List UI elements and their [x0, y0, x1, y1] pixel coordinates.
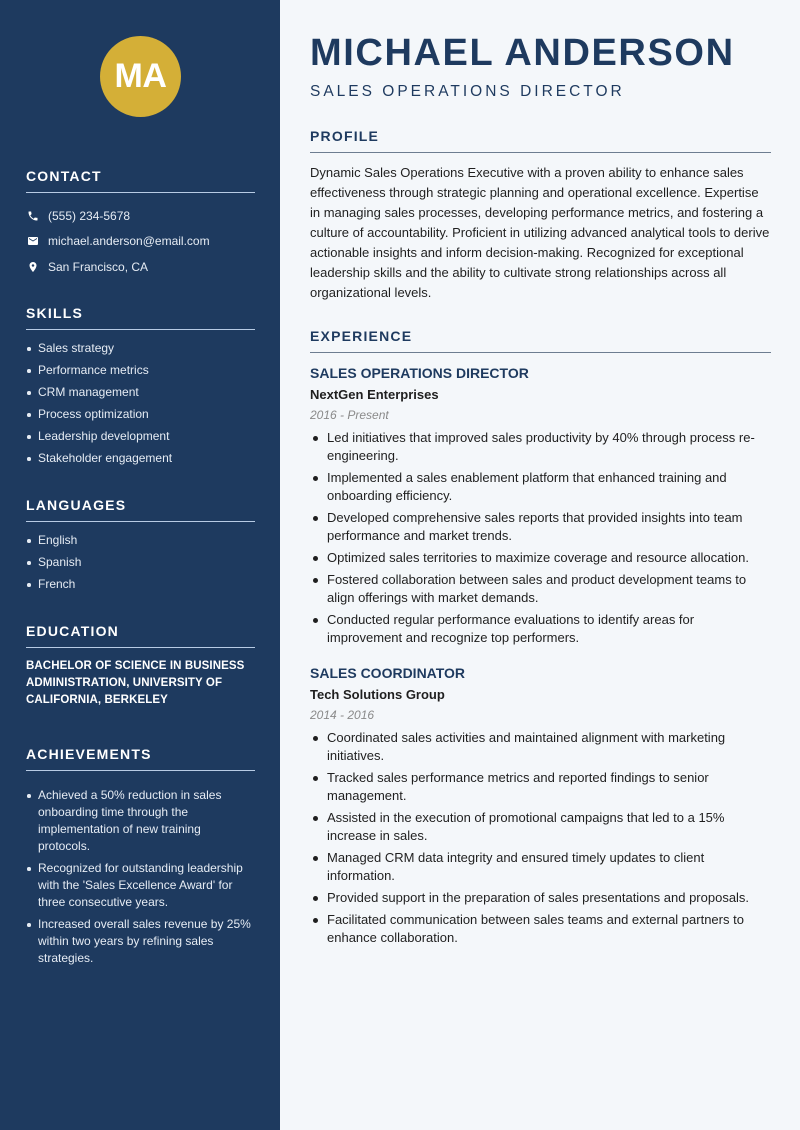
profile-heading: PROFILE	[310, 128, 771, 153]
mail-icon	[26, 234, 40, 248]
job-bullets	[310, 429, 771, 647]
skill-item: Sales strategy	[26, 340, 255, 357]
contact-phone	[26, 203, 255, 229]
job-bullet: Assisted in the execution of promotional campaigns that led to a 15% increase in sales.	[310, 809, 771, 845]
job-bullet: Fostered collaboration between sales and product development teams to align offerings with market demands.	[310, 571, 771, 607]
skill-item: Stakeholder engagement	[26, 450, 255, 467]
skills-heading: SKILLS	[26, 305, 255, 330]
job-bullet: Coordinated sales activities and maintained alignment with marketing initiatives.	[310, 729, 771, 765]
phone-icon	[26, 209, 40, 223]
contact-section	[26, 168, 255, 280]
job-bullet: Conducted regular performance evaluations to identify areas for improvement and recognize top performers.	[310, 611, 771, 647]
profile-summary: Dynamic Sales Operations Executive with a proven ability to enhance sales effectiveness through strategic planning and operational excellence. Expertise in managing sales processes, developing performance metrics, and fostering a culture of accountability. Proficient in utilizing advanced analytical tools to derive actionable insights and inform decision-making. Recognized for exceptional leadership skills and the ability to cultivate strong relationships across all organizational levels.	[310, 165, 770, 300]
languages-heading: LANGUAGES	[26, 497, 255, 522]
contact-location-text: San Francisco, CA	[48, 259, 149, 274]
candidate-name: MICHAEL ANDERSON	[310, 32, 735, 74]
experience-section	[310, 328, 771, 951]
job-bullet: Developed comprehensive sales reports that provided insights into team performance and market trends.	[310, 509, 771, 545]
job-bullet: Optimized sales territories to maximize coverage and resource allocation.	[310, 549, 771, 567]
job-bullet: Implemented a sales enablement platform that enhanced training and onboarding efficiency.	[310, 469, 771, 505]
skill-item: Process optimization	[26, 406, 255, 423]
job-bullets	[310, 729, 771, 947]
contact-phone-text[interactable]: (555) 234-5678	[48, 208, 131, 223]
experience-heading: EXPERIENCE	[310, 328, 771, 353]
job-company: NextGen Enterprises	[310, 387, 439, 402]
achievements-heading: ACHIEVEMENTS	[26, 746, 255, 771]
profile-section	[310, 128, 771, 303]
job-bullet: Managed CRM data integrity and ensured timely updates to client information.	[310, 849, 771, 885]
skill-item: Leadership development	[26, 428, 255, 445]
job-role: SALES OPERATIONS DIRECTOR	[310, 365, 529, 381]
languages-section	[26, 497, 255, 598]
language-item: Spanish	[26, 554, 255, 571]
job-bullet: Tracked sales performance metrics and reported findings to senior management.	[310, 769, 771, 805]
avatar-initials: MA	[114, 57, 167, 95]
achievement-item: Increased overall sales revenue by 25% within two years by refining sales strategies.	[26, 916, 255, 967]
job-bullet: Provided support in the preparation of sales presentations and proposals.	[310, 889, 771, 907]
contact-location	[26, 254, 255, 280]
achievements-list	[26, 787, 255, 967]
language-item: English	[26, 532, 255, 549]
education-section	[26, 623, 255, 709]
job-entry	[310, 365, 771, 647]
job-entry	[310, 665, 771, 947]
languages-list	[26, 532, 255, 593]
contact-email	[26, 229, 255, 255]
job-role: SALES COORDINATOR	[310, 665, 466, 681]
achievement-item: Recognized for outstanding leadership with the 'Sales Excellence Award' for three consecutive years.	[26, 860, 255, 911]
achievement-item: Achieved a 50% reduction in sales onboarding time through the implementation of new training protocols.	[26, 787, 255, 855]
education-degree: BACHELOR OF SCIENCE IN BUSINESS ADMINISTRATION, UNIVERSITY OF CALIFORNIA, BERKELEY	[26, 660, 245, 706]
contact-list	[26, 203, 255, 280]
achievements-section	[26, 746, 255, 972]
job-company: Tech Solutions Group	[310, 687, 445, 702]
skill-item: Performance metrics	[26, 362, 255, 379]
language-item: French	[26, 576, 255, 593]
location-pin-icon	[26, 260, 40, 274]
education-heading: EDUCATION	[26, 623, 255, 648]
job-dates: 2016 - Present	[310, 408, 389, 422]
job-bullet: Led initiatives that improved sales productivity by 40% through process re-engineering.	[310, 429, 771, 465]
candidate-title: SALES OPERATIONS DIRECTOR	[310, 83, 625, 100]
contact-heading: CONTACT	[26, 168, 255, 193]
skills-list	[26, 340, 255, 467]
job-dates: 2014 - 2016	[310, 708, 375, 722]
skill-item: CRM management	[26, 384, 255, 401]
contact-email-text[interactable]: michael.anderson@email.com	[48, 234, 210, 249]
sidebar	[0, 0, 280, 1130]
avatar	[100, 36, 181, 117]
skills-section	[26, 305, 255, 472]
job-bullet: Facilitated communication between sales teams and external partners to enhance collaboration.	[310, 911, 771, 947]
